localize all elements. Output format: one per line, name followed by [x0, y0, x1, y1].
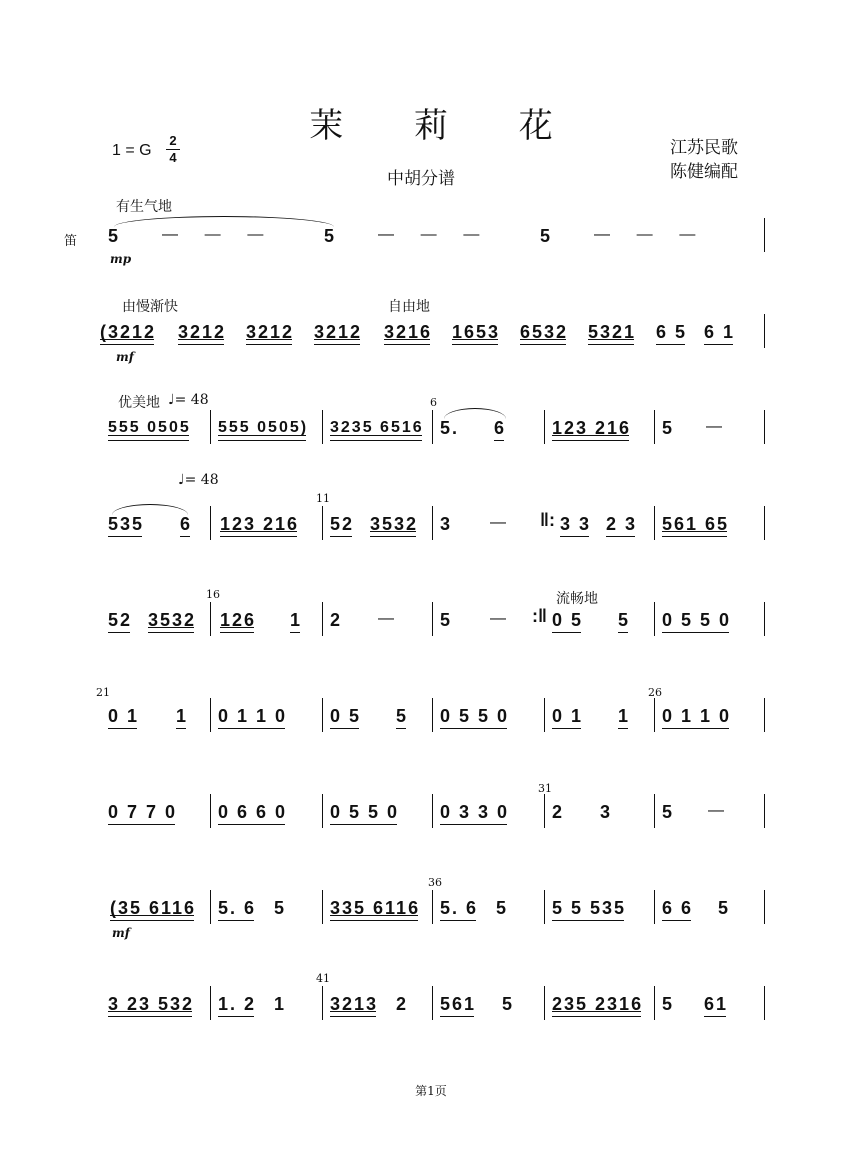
- note-group: 6532: [520, 322, 569, 342]
- barline: [654, 602, 655, 636]
- note-group: 1: [290, 610, 303, 630]
- note-group: 1: [618, 706, 631, 726]
- note-group: 0 6 6 0: [218, 802, 288, 822]
- note-group: 5. 6: [218, 898, 257, 918]
- note-group: 3216: [384, 322, 433, 342]
- barline: [654, 890, 655, 924]
- note-group: 5: [502, 994, 515, 1014]
- note-group: 3532: [148, 610, 197, 630]
- note-group: 235 2316: [552, 994, 644, 1014]
- barline: [210, 410, 211, 444]
- note-group: 0 5: [552, 610, 584, 630]
- barline: [544, 698, 545, 732]
- note-group: 6 6: [662, 898, 694, 918]
- barline: [764, 794, 765, 828]
- note-group: 3532: [370, 514, 419, 534]
- bar-number: 26: [648, 686, 662, 699]
- time-signature: [166, 134, 180, 165]
- expression-mark-1: 有生气地: [116, 199, 172, 215]
- note-group: 2: [330, 610, 343, 630]
- barline: [432, 410, 433, 444]
- dash: — — —: [378, 226, 480, 243]
- bar-number: 11: [316, 492, 330, 505]
- bar-number: 16: [206, 588, 220, 601]
- barline: [764, 890, 765, 924]
- note-group: 2: [552, 802, 565, 822]
- note-group: 5: [662, 802, 675, 822]
- barline: [432, 506, 433, 540]
- barline: [210, 602, 211, 636]
- note-group: 555 0505: [108, 419, 191, 436]
- note-group: 6 5: [656, 322, 688, 342]
- barline: [210, 794, 211, 828]
- note-group: (3212: [100, 322, 157, 342]
- note-group: 61: [704, 994, 729, 1014]
- barline: [432, 986, 433, 1020]
- note-group: 0 5 5 0: [330, 802, 400, 822]
- bar-number: 6: [430, 396, 437, 409]
- barline: [210, 890, 211, 924]
- instrument-label: 笛: [64, 234, 78, 249]
- dynamic-mp: mp: [110, 252, 132, 266]
- note-group: 5: [324, 226, 337, 246]
- dash: — — —: [162, 226, 264, 243]
- barline: [210, 698, 211, 732]
- note-group: 3 23 532: [108, 994, 195, 1014]
- note-group: 1: [274, 994, 287, 1014]
- note-group: 0 5: [330, 706, 362, 726]
- bar-number: 31: [538, 782, 552, 795]
- note-group: 5. 6: [440, 898, 479, 918]
- note-group: 3212: [246, 322, 295, 342]
- barline: [654, 794, 655, 828]
- note-group: 0 3 3 0: [440, 802, 510, 822]
- barline: [432, 602, 433, 636]
- note-group: 0 1 1 0: [218, 706, 288, 726]
- bar-number: 21: [96, 686, 110, 699]
- note-group: 123 216: [220, 514, 300, 534]
- note-group: 5: [396, 706, 409, 726]
- note-group: 3: [600, 802, 613, 822]
- barline: [764, 506, 765, 540]
- time-top: 2: [169, 133, 177, 148]
- note-group: 3 3: [560, 514, 592, 534]
- note-group: 52: [330, 514, 355, 534]
- note-group: 3213: [330, 994, 379, 1014]
- note-group: 3: [440, 514, 453, 534]
- dash: —: [490, 514, 506, 531]
- note-group: 1: [176, 706, 189, 726]
- barline: [210, 986, 211, 1020]
- note-group: 5: [718, 898, 731, 918]
- barline: [764, 602, 765, 636]
- note-group: 6 1: [704, 322, 736, 342]
- barline: [654, 506, 655, 540]
- tempo-mark-2: ♩= 48: [178, 472, 219, 488]
- barline: [544, 890, 545, 924]
- barline: [432, 794, 433, 828]
- time-bottom: 4: [169, 150, 177, 165]
- barline: [544, 986, 545, 1020]
- dynamic-mf: mf: [116, 350, 134, 364]
- dash: —: [706, 418, 722, 435]
- key-signature: 1 = G: [112, 142, 152, 159]
- note-group: 5321: [588, 322, 637, 342]
- note-group: 52: [108, 610, 133, 630]
- barline: [764, 410, 765, 444]
- part-name: 中胡分谱: [387, 169, 455, 189]
- barline: [322, 794, 323, 828]
- barline: [322, 410, 323, 444]
- note-group: 6: [180, 514, 193, 534]
- note-group: 3212: [178, 322, 227, 342]
- note-group: 126: [220, 610, 257, 630]
- barline: [322, 506, 323, 540]
- song-title: 茉 莉 花: [309, 106, 583, 146]
- barline: [322, 986, 323, 1020]
- note-group: 0 5 5 0: [662, 610, 732, 630]
- barline: [210, 506, 211, 540]
- note-group: 5: [496, 898, 509, 918]
- note-group: 0 1: [552, 706, 584, 726]
- expression-mark-4: 优美地: [118, 395, 160, 411]
- tempo-mark-1: ♩= 48: [168, 392, 209, 408]
- note-group: 3212: [314, 322, 363, 342]
- barline: [432, 890, 433, 924]
- barline: [654, 698, 655, 732]
- note-group: 0 7 7 0: [108, 802, 178, 822]
- note-group: 5: [108, 226, 121, 246]
- barline: [764, 218, 765, 252]
- note-group: 123 216: [552, 418, 632, 438]
- barline: [322, 602, 323, 636]
- note-group: 0 5 5 0: [440, 706, 510, 726]
- repeat-start: ‖:: [540, 510, 555, 530]
- note-group: 535: [108, 514, 145, 534]
- note-group: 561 65: [662, 514, 730, 534]
- dash: —: [490, 610, 506, 627]
- note-group: 2: [396, 994, 409, 1014]
- slur: [112, 504, 188, 515]
- dynamic-mf-2: mf: [112, 926, 130, 940]
- note-group: (35 6116: [110, 898, 197, 918]
- dash: — — —: [594, 226, 696, 243]
- barline: [544, 410, 545, 444]
- barline: [764, 986, 765, 1020]
- repeat-end: :‖: [532, 606, 547, 626]
- barline: [322, 698, 323, 732]
- note-group: 6: [494, 418, 507, 438]
- note-group: 0 1: [108, 706, 140, 726]
- note-group: 1653: [452, 322, 501, 342]
- note-group: 3235 6516: [330, 419, 424, 436]
- dash: —: [378, 610, 394, 627]
- note-group: 5: [440, 610, 453, 630]
- expression-mark-3: 自由地: [388, 299, 430, 315]
- expression-mark-2: 由慢渐快: [122, 299, 178, 315]
- bar-number: 41: [316, 972, 330, 985]
- note-group: 5 5 535: [552, 898, 627, 918]
- dash: —: [708, 802, 724, 819]
- composer-credit: [670, 136, 738, 184]
- barline: [764, 314, 765, 348]
- barline: [432, 698, 433, 732]
- note-group: 5: [618, 610, 631, 630]
- note-group: 2 3: [606, 514, 638, 534]
- barline: [654, 986, 655, 1020]
- note-group: 5: [274, 898, 287, 918]
- barline: [544, 794, 545, 828]
- barline: [654, 410, 655, 444]
- composer-line-1: 江苏民歌: [670, 138, 738, 158]
- note-group: 1. 2: [218, 994, 257, 1014]
- expression-mark-5: 流畅地: [556, 591, 598, 607]
- barline: [764, 698, 765, 732]
- note-group: 5: [540, 226, 553, 246]
- bar-number: 36: [428, 876, 442, 889]
- note-group: 5.: [440, 418, 460, 438]
- note-group: 555 0505): [218, 419, 309, 436]
- composer-line-2: 陈健编配: [670, 162, 738, 182]
- note-group: 335 6116: [330, 898, 421, 918]
- note-group: 5: [662, 418, 675, 438]
- note-group: 0 1 1 0: [662, 706, 732, 726]
- note-group: 561: [440, 994, 477, 1014]
- barline: [322, 890, 323, 924]
- page-number: 第1页: [415, 1084, 447, 1098]
- note-group: 5: [662, 994, 675, 1014]
